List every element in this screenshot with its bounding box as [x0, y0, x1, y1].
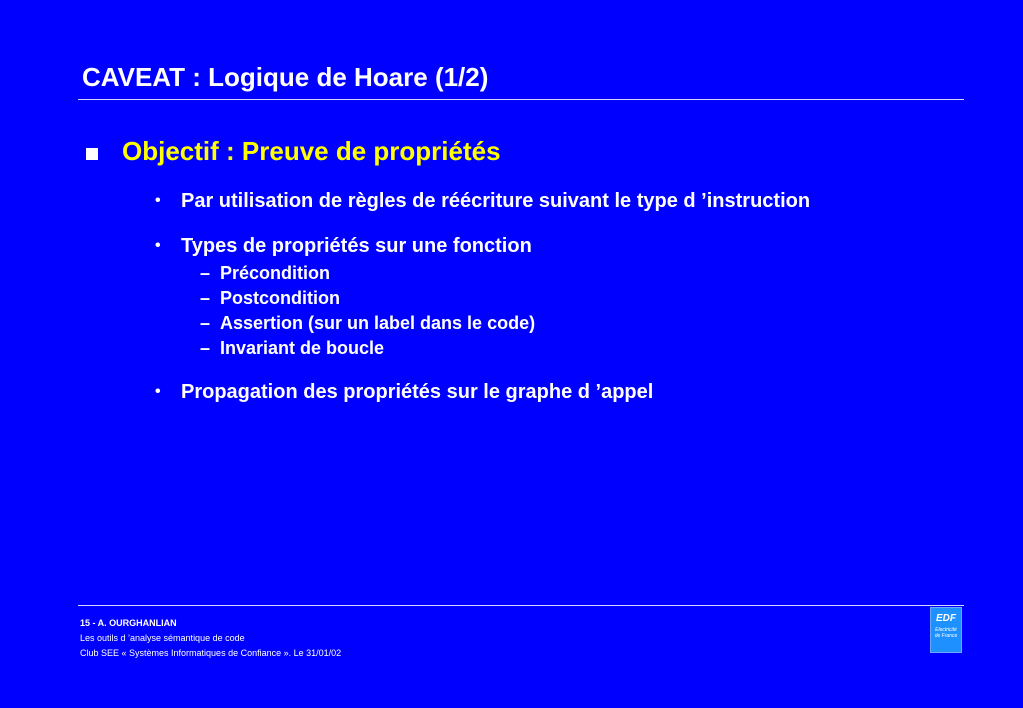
footer-subject: Les outils d ’analyse sémantique de code [80, 633, 245, 643]
dash-icon: – [200, 288, 211, 308]
footer-event: Club SEE « Systèmes Informatiques de Confiance ». Le 31/01/02 [80, 648, 342, 658]
footer-author: 15 - A. OURGHANLIAN [80, 618, 177, 628]
sub-bullet-text: Assertion (sur un label dans le code) [220, 313, 536, 333]
square-bullet-icon [86, 148, 98, 160]
footer-divider [78, 605, 964, 606]
bullet-dot-icon: • [155, 192, 161, 209]
dash-icon: – [200, 338, 211, 358]
bullet-dot-icon: • [155, 237, 161, 254]
bullet-dot-icon: • [155, 383, 161, 400]
dash-icon: – [200, 263, 211, 283]
sub-bullet-text: Postcondition [220, 288, 340, 308]
slide-title: CAVEAT : Logique de Hoare (1/2) [82, 62, 489, 92]
logo-main-text: EDF [936, 613, 956, 624]
edf-logo [930, 607, 962, 653]
bullet-text: Par utilisation de règles de réécriture suivant le type d ’instruction [181, 190, 811, 212]
bullet-text: Propagation des propriétés sur le graphe d ’appel [181, 381, 654, 403]
bullet-text: Types de propriétés sur une fonction [181, 235, 532, 257]
logo-sub-text: Electricité [935, 627, 957, 633]
logo-sub-text: de France [934, 633, 958, 639]
sub-bullet-text: Précondition [220, 263, 331, 283]
dash-icon: – [200, 313, 211, 333]
sub-bullet-text: Invariant de boucle [220, 338, 385, 358]
objective-text: Objectif : Preuve de propriétés [122, 136, 501, 166]
title-divider [78, 99, 964, 100]
